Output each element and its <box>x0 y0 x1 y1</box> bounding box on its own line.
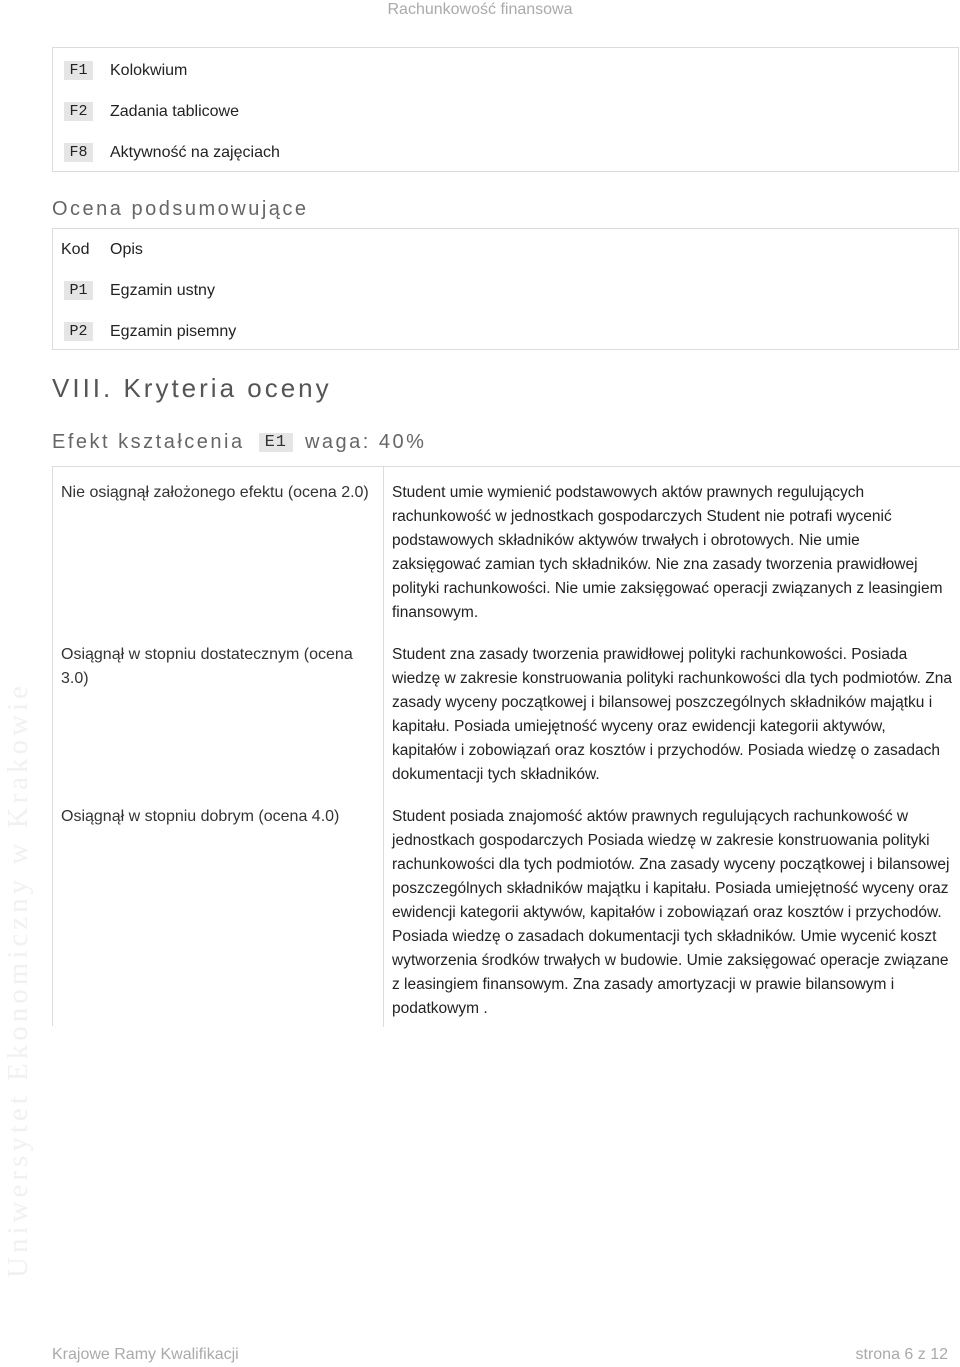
table-row <box>53 132 958 173</box>
learning-outcome-heading <box>52 431 426 454</box>
grade-label: Osiągnął w stopniu dobrym (ocena 4.0) <box>61 808 340 825</box>
assessment-code: P2 <box>64 322 92 341</box>
column-header-desc: Opis <box>110 240 143 258</box>
assessment-code: F2 <box>64 102 92 121</box>
footer-page-number: strona 6 z 12 <box>855 1346 948 1363</box>
efekt-weight: waga: 40% <box>304 431 427 453</box>
grade-description: Student posiada znajomość aktów prawnych regulujących rachunkowość w jednostkach gospodarczych Posiada wiedzę w zakresie konstruowania polityki rachunkowości dla tych podmiotów. Zna zasady wyceny początkowej i bilansowej poszczególnych składników majątku i kapitału. Posiada umiejętność wyceny oraz ewidencji kategorii aktywów, kapitałów i zobowiązań oraz kosztów i przychodów. Posiada wiedzę o zasadach dokumentacji tych składników. Umie wycenić koszt wytworzenia środków trwałych w budowie. Umie zaksięgować operacje związane z leasingiem finansowym. Zna zasady amortyzacji w prawie bilansowym i podatkowym . <box>392 808 950 1017</box>
column-header-code: Kod <box>61 240 90 258</box>
summative-section-title: Ocena podsumowujące <box>52 198 309 220</box>
assessment-desc: Kolokwium <box>110 61 188 79</box>
table-row <box>53 270 958 311</box>
table-header-row <box>53 229 958 270</box>
grade-description: Student umie wymienić podstawowych aktów prawnych regulujących rachunkowość w jednostkach gospodarczych Student nie potrafi wycenić podstawowych składników aktywów trwałych i obrotowych. Nie umie zaksięgować zamian tych składników. Nie zna zasady tworzenia prawidłowej polityki rachunkowości. Nie umie zaksięgować operacji związanych z leasingiem finansowym. <box>392 484 943 621</box>
table-row <box>53 311 958 352</box>
column-divider <box>383 467 384 1027</box>
criteria-section-title: VIII. Kryteria oceny <box>52 373 332 403</box>
assessment-code: P1 <box>64 281 92 300</box>
footer-framework-label: Krajowe Ramy Kwalifikacji <box>52 1346 239 1363</box>
efekt-label: Efekt kształcenia <box>52 431 245 453</box>
assessment-desc: Zadania tablicowe <box>110 102 239 120</box>
page-header-title: Rachunkowość finansowa <box>387 1 573 18</box>
summative-assessment-table <box>52 228 959 350</box>
assessment-desc: Egzamin pisemny <box>110 322 237 340</box>
university-watermark: Uniwersytet Ekonomiczny w Krakowie <box>2 682 34 1278</box>
criteria-table <box>52 466 960 1026</box>
grade-label: Nie osiągnął założonego efektu (ocena 2.0) <box>61 484 369 501</box>
assessment-code: F1 <box>64 61 92 80</box>
table-row <box>53 50 958 91</box>
grade-description: Student zna zasady tworzenia prawidłowej polityki rachunkowości. Posiada wiedzę w zakresie konstruowania polityki rachunkowości dla tych podmiotów. Zna zasady wyceny początkowej i bilansowej poszczególnych składników majątku i kapitału. Posiada umiejętność wyceny oraz ewidencji kategorii aktywów, kapitałów i zobowiązań oraz kosztów i przychodów. Posiada wiedzę o zasadach dokumentacji tych składników. <box>392 646 952 783</box>
assessment-desc: Aktywność na zajęciach <box>110 143 280 161</box>
assessment-code: F8 <box>64 143 92 162</box>
grade-label: Osiągnął w stopniu dostatecznym (ocena 3.0) <box>61 646 353 687</box>
efekt-code: E1 <box>259 433 293 452</box>
table-row <box>53 91 958 132</box>
forming-assessment-table <box>52 47 959 172</box>
assessment-desc: Egzamin ustny <box>110 281 215 299</box>
